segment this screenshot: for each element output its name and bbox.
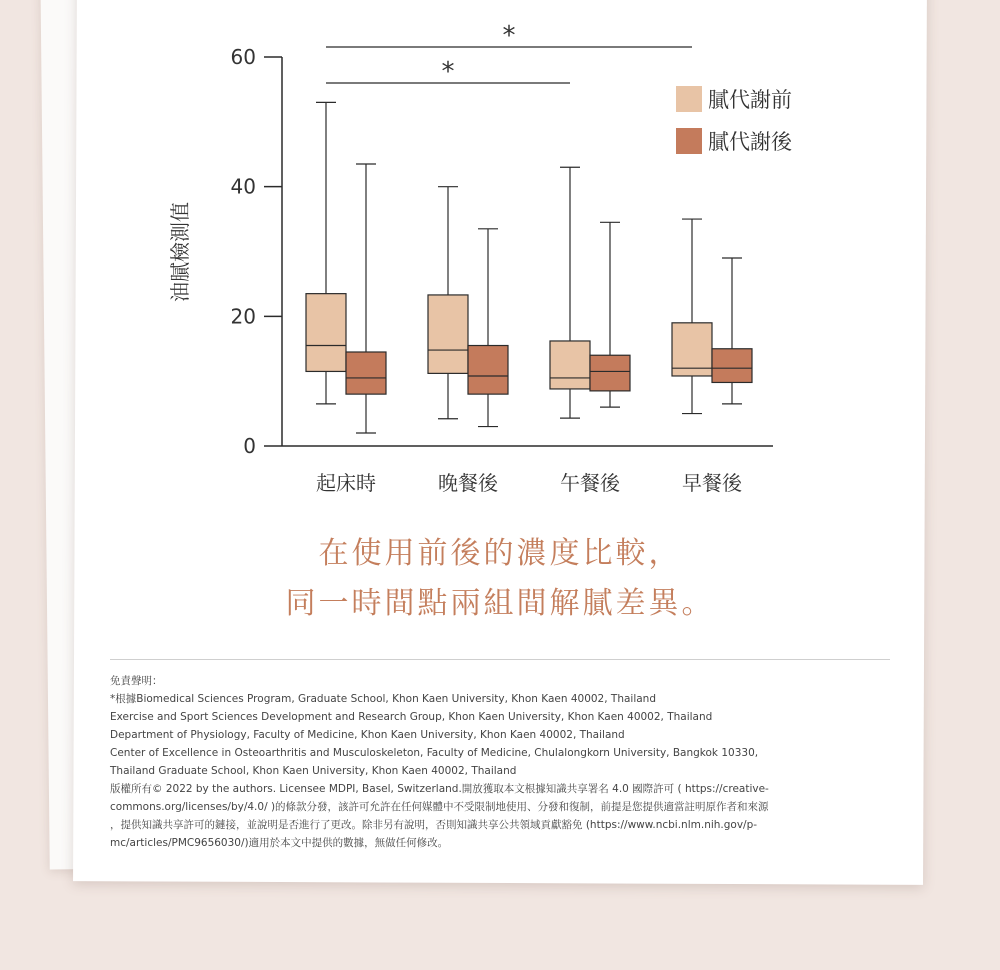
y-axis-label: 油膩檢測值 xyxy=(168,202,192,302)
box-iqr xyxy=(468,346,508,395)
disclaimer-line: Exercise and Sport Sciences Development and Research Group, Khon Kaen University, Khon Kaen 40002, Thailand xyxy=(110,711,713,723)
y-tick-label: 20 xyxy=(230,304,256,329)
legend-swatch xyxy=(676,86,702,112)
disclaimer-line: Thailand Graduate School, Khon Kaen University, Khon Kaen 40002, Thailand xyxy=(110,765,517,777)
disclaimer-line: mc/articles/PMC9656030/)適用於本文中提供的數據，無做任何修改。 xyxy=(110,837,449,849)
disclaimer-line: 免責聲明： xyxy=(110,675,163,687)
box-iqr xyxy=(346,352,386,394)
disclaimer-line: ，提供知識共享許可的鏈接，並說明是否進行了更改。除非另有說明，否則知識共享公共領域貢獻豁免 (https://www.ncbi.nlm.nih.gov/p- xyxy=(110,819,758,831)
y-tick-label: 0 xyxy=(243,434,256,458)
disclaimer-line: Department of Physiology, Faculty of Medicine, Khon Kaen University, Khon Kaen 40002, Thailand xyxy=(110,729,625,741)
divider xyxy=(110,659,890,660)
box-iqr xyxy=(428,295,468,373)
box-iqr xyxy=(712,349,752,383)
caption-line-2: 同一時間點兩組間解膩差異。 xyxy=(285,586,715,621)
box-iqr xyxy=(306,294,346,372)
legend-label: 膩代謝前 xyxy=(708,88,792,112)
x-category-label: 起床時 xyxy=(316,471,376,495)
legend-swatch xyxy=(676,128,702,154)
x-category-label: 晚餐後 xyxy=(438,471,498,495)
significance-star: * xyxy=(441,57,455,87)
disclaimer-line: Center of Excellence in Osteoarthritis and Musculoskeleton, Faculty of Medicine, Chulalongkorn University, Bangkok 10330, xyxy=(110,747,759,759)
y-tick-label: 60 xyxy=(230,45,256,69)
disclaimer-line: *根據Biomedical Sciences Program, Graduate School, Khon Kaen University, Khon Kaen 40002, Thailand xyxy=(110,693,657,705)
box-iqr xyxy=(590,355,630,391)
legend-label: 膩代謝後 xyxy=(708,130,792,154)
significance-star: * xyxy=(502,21,516,51)
box-iqr xyxy=(550,341,590,389)
y-tick-label: 40 xyxy=(230,174,256,199)
disclaimer-line: commons.org/licenses/by/4.0/ )的條款分發，該許可允許在任何媒體中不受限制地使用、分發和復制，前提是您提供適當註明原作者和來源 xyxy=(110,801,769,813)
disclaimer-line: 版權所有© 2022 by the authors. Licensee MDPI, Basel, Switzerland.開放獲取本文根據知識共享署名 4.0 國際許可 ( https://creative- xyxy=(110,783,769,795)
disclaimer xyxy=(110,672,890,852)
x-category-label: 早餐後 xyxy=(682,471,742,495)
x-category-label: 午餐後 xyxy=(560,471,620,495)
caption-line-1: 在使用前後的濃度比較， xyxy=(318,536,682,571)
